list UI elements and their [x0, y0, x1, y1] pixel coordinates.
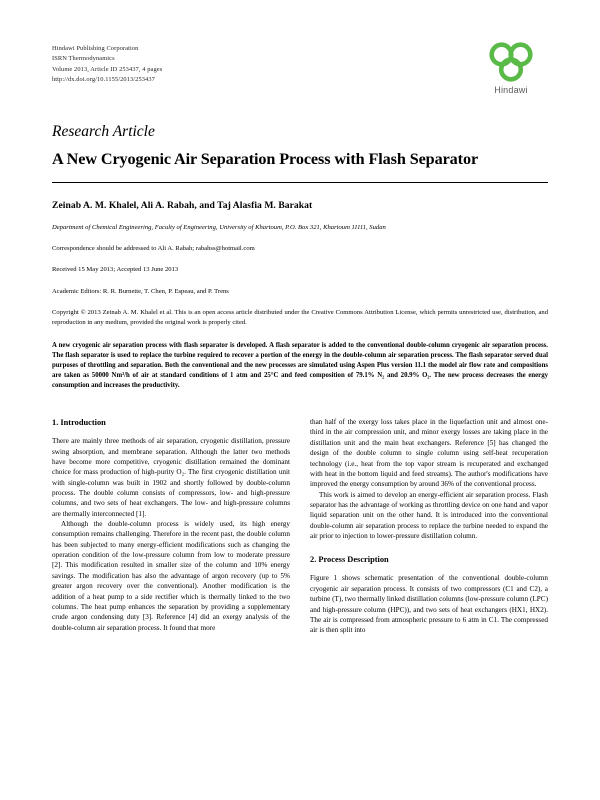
section-heading-introduction: 1. Introduction [52, 418, 106, 428]
journal-name: ISRN Thermodynamics [52, 55, 115, 63]
affiliation: Department of Chemical Engineering, Faculty of Engineering, University of Khartoum, P.O. Box 321, Khartoum 11111, Sudan [52, 223, 386, 231]
title-divider [52, 182, 548, 183]
section-heading-process-description: 2. Process Description [310, 555, 389, 565]
author-list: Zeinab A. M. Khalel, Ali A. Rabah, and Taj Alasfia M. Barakat [52, 199, 313, 211]
volume-info: Volume 2013, Article ID 253437, 4 pages [52, 65, 163, 73]
academic-editors: Academic Editors: R. R. Burnette, T. Chen, P. Espeau, and P. Trens [52, 287, 229, 295]
doi-link: http://dx.doi.org/10.1155/2013/253437 [52, 76, 155, 84]
hindawi-logo [474, 42, 548, 95]
paragraph: Figure 1 shows schematic presentation of the conventional double-column cryogenic air separation process. It consists of two compressors (C1 and C2), a turbine (T), two thermally linked distillation columns (low-pressure column (LPC) and high-pressure column (HPC)), and two sets of heat exchangers (HX1, HX2). The air is compressed from atmospheric pressure to 6 atm in C1. The compressed air is then split into [310, 574, 548, 635]
article-type: Research Article [52, 122, 155, 140]
column-left [52, 417, 290, 636]
publisher-name: Hindawi Publishing Corporation [52, 45, 139, 52]
body-columns [52, 417, 548, 636]
paragraph: There are mainly three methods of air separation, cryogenic distillation, pressure swing absorption, and membrane separation. Although the latter two methods have become more competitive, cryogenic distillation remained the dominant choice for mass production of high-purity O₂. The first cryogenic distillation unit with single-column was built in 1902 and shortly followed by double-column process. The double column consists of compressors, low- and high-pressure columns, and two sets of heat exchangers. The low- and high-pressure columns are thermally interconnected [1]. [52, 437, 290, 518]
received-accepted-dates: Received 15 May 2013; Accepted 13 June 2013 [52, 266, 179, 274]
hindawi-mark-icon [488, 42, 534, 82]
paragraph: than half of the exergy loss takes place in the liquefaction unit and almost one-third in the air compression unit, and minor exergy losses are taking place in the distillation unit and the main heat exchangers. Reference [5] has changed the design of the double column to single column using self-heat recuperation technology (i.e., heat from the top vapor stream is recuperated and exchanged with heat in the bottom liquid and feed streams). The author's modifications have improved the energy consumption by around 36% of the conventional process. [310, 418, 548, 489]
column-right [310, 417, 548, 636]
hindawi-wordmark: Hindawi [494, 85, 528, 95]
paragraph: This work is aimed to develop an energy-efficient air separation process. Flash separator has the advantage of working as throttling device on one hand and vapor liquid separation unit on the other hand. It is introduced into the conventional double-column air separation process to replace the turbine needed to expand the air prior to injection to lower-pressure distillation column. [310, 490, 548, 541]
correspondence: Correspondence should be addressed to Ali A. Rabah; rabahss@hotmail.com [52, 244, 255, 252]
copyright-notice: Copyright © 2013 Zeinab A. M. Khalel et al. This is an open access article distributed under the Creative Commons Attribution License, which permits unrestricted use, distribution, and reproduction in any medium, provided the original work is properly cited. [52, 309, 548, 327]
abstract: A new cryogenic air separation process with flash separator is developed. A flash separator is added to the conventional double-column cryogenic air separation process. The flash separator is used to replace the turbine required to recover a portion of the energy in the double-column air separation process. The flash separator served dual purposes of throttling and separation. Both the conventional and the new processes are simulated using Aspen Plus version 11.1 the model air flow rate and compositions are taken as 50000 Nm³/h of air at standard conditions of 1 atm and 25°C and feed composition of 79.1% N₂ and 20.9% O₂. The new process decreases the energy consumption and increases the productivity. [52, 342, 548, 390]
paragraph: Although the double-column process is widely used, its high energy consumption remains challenging. Therefore in the recent past, the double column has been subjected to many energy-efficient modifications such as changing the operation condition of the low-pressure column from low to moderate pressure [2]. This modification resulted in smaller size of the column and 10% energy savings. The modification has also the advantage of argon recovery (up to 5% greater argon recovery over the conventional). Another modification is the addition of a heat pump to a side rectifier which is thermally linked to the two columns. The heat pump enhances the separation by providing a supplementary crude argon condensing duty [3]. Reference [4] did an exergy analysis of the double-column air separation process. It found that more [52, 520, 290, 632]
page-title: A New Cryogenic Air Separation Process with Flash Separator [52, 149, 479, 168]
